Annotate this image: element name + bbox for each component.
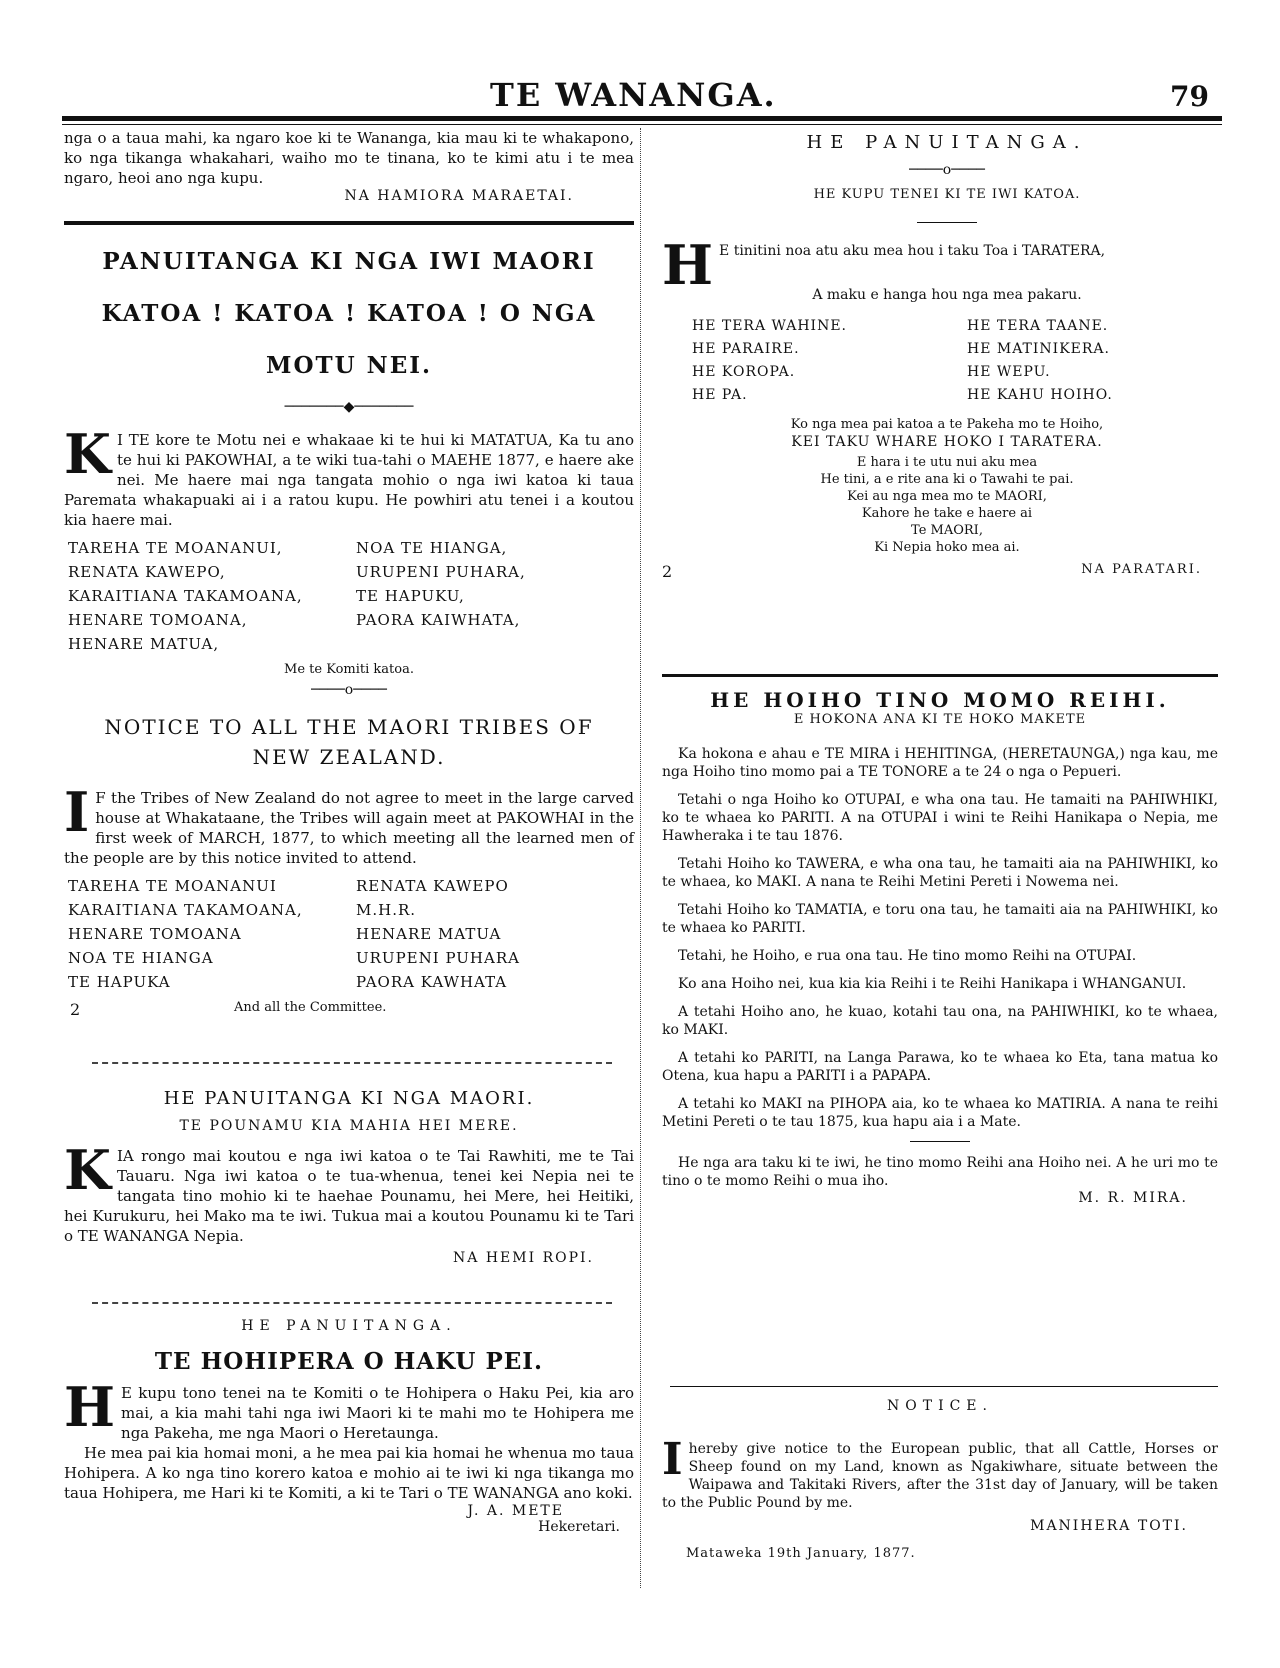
newspaper-title: TE WANANGA. xyxy=(490,76,777,114)
product-item: HE MATINIKERA. xyxy=(967,341,1110,357)
signatory xyxy=(356,632,634,656)
signatory-list xyxy=(68,536,634,656)
drop-cap: K xyxy=(64,1138,111,1202)
notice-cattle xyxy=(662,1398,1218,1561)
signatory: URUPENI PUHARA, xyxy=(356,563,526,581)
notice-heading: TE HOHIPERA O HAKU PEI. xyxy=(154,1348,544,1375)
notice-line: KEI TAKU WHARE HOKO I TARATERA. xyxy=(791,434,1103,450)
notice-body-2: He mea pai kia homai moni, a he mea pai kia homai he whenua mo taua Hohipera. A ko nga tino korero katoa e mohio ai te iwi ki nga tikanga mo taua Hohipera, me Hari ki te Komiti, a ki te Tari o TE WANANGA ano koki. xyxy=(64,1444,634,1502)
poem-line: Ki Nepia hoko mea ai. xyxy=(874,540,1020,555)
notice-hoiho xyxy=(662,688,1218,1206)
signatory: NOA TE HIANGA xyxy=(68,949,214,967)
signatory: HENARE TOMOANA xyxy=(68,925,242,943)
signatory: RENATA KAWEPO, xyxy=(68,563,226,581)
notice-maori xyxy=(64,236,634,699)
continuation-text: nga o a taua mahi, ka ngaro koe ki te Wananga, kia mau ki te whakapono, ko nga tikanga whakahari, waiho mo te tinana, ko te kimi atu i te mea ngaro, heoi ano nga kupu. xyxy=(64,129,634,187)
issue-number: 2 xyxy=(70,1000,81,1019)
signature: J. A. METE xyxy=(467,1503,564,1519)
signatory: HENARE MATUA, xyxy=(68,635,220,653)
notice-paragraph: Tetahi Hoiho ko TAWERA, e wha ona tau, he tamaiti aia na PAHIWHIKI, ko te whaea, ko MAKI. A nana te Reihi Metini Pereti i Nowema nei. xyxy=(662,856,1218,890)
section-rule xyxy=(662,674,1218,677)
signature-title: Hekeretari. xyxy=(538,1519,620,1535)
poem-line: Kahore he take e haere ai xyxy=(861,506,1033,521)
signatory: HENARE MATUA xyxy=(356,925,502,943)
notice-paragraph: A tetahi Hoiho ano, he kuao, kotahi tau ona, na PAHIWHIKI, ko te whaea, ko MAKI. xyxy=(662,1004,1218,1038)
product-list xyxy=(692,315,1232,407)
product-item: HE PA. xyxy=(692,387,748,403)
product-item: HE KAHU HOIHO. xyxy=(967,387,1113,403)
notice-label: HE PANUITANGA. xyxy=(241,1318,457,1334)
notice-body: F the Tribes of New Zealand do not agree to meet in the large carved house at Whakataane, the Tribes will again meet at PAKOWHAI in the first week of MARCH, 1877, to which meeting all the learned men of the people are by this notice invited to attend. xyxy=(64,789,634,867)
signatory: NOA TE HIANGA, xyxy=(356,539,508,557)
footer-row xyxy=(64,1000,634,1020)
column-separator xyxy=(640,128,642,1588)
product-item: HE KOROPA. xyxy=(692,364,796,380)
poem-line: He tini, a e rite ana ki o Tawahi te pai. xyxy=(820,472,1074,487)
drop-cap: K xyxy=(64,422,111,486)
notice-heading: HE PANUITANGA KI NGA MAORI. xyxy=(163,1088,535,1109)
section-divider xyxy=(92,1302,612,1304)
ornament-divider: ────o──── xyxy=(311,682,387,698)
signatory: RENATA KAWEPO xyxy=(356,877,509,895)
notice-subheading: TE POUNAMU KIA MAHIA HEI MERE. xyxy=(179,1118,519,1134)
section-divider xyxy=(92,1062,612,1064)
dateline: Mataweka 19th January, 1877. xyxy=(686,1546,916,1561)
signatory: TE HAPUKU, xyxy=(356,587,465,605)
notice-heading-line2: NEW ZEALAND. xyxy=(252,745,446,769)
signature: MANIHERA TOTI. xyxy=(1030,1518,1188,1534)
continuation-article xyxy=(64,128,634,204)
masthead xyxy=(0,72,1280,112)
short-rule xyxy=(917,222,977,223)
notice-heading-line2: KATOA ! KATOA ! KATOA ! O NGA xyxy=(101,300,597,327)
signature: M. R. MIRA. xyxy=(1078,1190,1188,1206)
notice-line: Ko nga mea pai katoa a te Pakeha mo te Hoiho, xyxy=(790,417,1104,432)
section-rule xyxy=(670,1386,1218,1387)
signatory: PAORA KAIWHATA, xyxy=(356,611,521,629)
page-number: 79 xyxy=(1170,80,1209,113)
notice-paragraph: A tetahi ko MAKI na PIHOPA aia, ko te whaea ko MATIRIA. A nana te reihi Metini Pereti o te tau 1875, kua hapu aia i a Mate. xyxy=(662,1096,1218,1130)
notice-body: E kupu tono tenei na te Komiti o te Hohipera o Haku Pei, kia aro mai, a kia mahi tahi nga iwi Maori ki te mahi mo te Hohipera me nga Pakeha, me nga Maori o Heretaunga. xyxy=(121,1384,634,1442)
signatory: KARAITIANA TAKAMOANA, xyxy=(68,587,303,605)
notice-heading-line1: NOTICE TO ALL THE MAORI TRIBES OF xyxy=(104,715,594,739)
notice-body: hereby give notice to the European public, that all Cattle, Horses or Sheep found on my Land, known as Ngakiwhare, situate between the Waipawa and Takitaki Rivers, after the 31st day of January, will be taken to the Public Pound by me. xyxy=(662,1441,1218,1511)
drop-cap: H xyxy=(64,1375,116,1439)
notice-english xyxy=(64,712,634,1020)
notice-line: A maku e hanga hou nga mea pakaru. xyxy=(812,287,1082,303)
poem-line: Te MAORI, xyxy=(911,523,983,538)
notice-pounamu xyxy=(64,1084,634,1266)
notice-taratera xyxy=(662,132,1232,586)
notice-heading: HE HOIHO TINO MOMO REIHI. xyxy=(710,688,1170,712)
signature: NA PARATARI. xyxy=(1081,562,1202,577)
committee-footer: And all the Committee. xyxy=(234,1000,387,1015)
signatory: PAORA KAWHATA xyxy=(356,973,508,991)
drop-cap: H xyxy=(662,233,714,297)
notice-paragraph: Ka hokona e ahau e TE MIRA i HEHITINGA, (HERETAUNGA,) nga kau, me nga Hoiho tino momo pai a TE TONORE a te 24 o nga o Pepueri. xyxy=(662,746,1218,780)
notice-paragraph: Tetahi Hoiho ko TAMATIA, e toru ona tau, he tamaiti aia na PAHIWHIKI, ko te whaea ko PARITI. xyxy=(662,902,1218,936)
ornament-divider: ───────◆─────── xyxy=(284,399,414,415)
notice-hohipera xyxy=(64,1318,634,1535)
drop-cap: I xyxy=(64,780,90,844)
notice-heading-line1: PANUITANGA KI NGA IWI MAORI xyxy=(102,248,596,275)
notice-paragraph: A tetahi ko PARITI, na Langa Parawa, ko te whaea ko Eta, tana matua ko Otena, kua hapu a PARITI i a PAPAPA. xyxy=(662,1050,1218,1084)
notice-heading: NOTICE. xyxy=(887,1398,993,1414)
notice-paragraph: Tetahi o nga Hoiho ko OTUPAI, e wha ona tau. He tamaiti na PAHIWHIKI, ko te whaea ko PARITI. A na OTUPAI i wini te Reihi Hanikapa o Nepia, me Hawheraka i te tau 1876. xyxy=(662,792,1218,844)
short-rule xyxy=(910,1141,970,1142)
footer-row xyxy=(662,562,1232,586)
signatory: TE HAPUKA xyxy=(68,973,171,991)
product-item: HE PARAIRE. xyxy=(692,341,800,357)
product-item: HE WEPU. xyxy=(967,364,1051,380)
issue-number: 2 xyxy=(662,562,673,581)
drop-cap: I xyxy=(662,1434,683,1485)
notice-body: IA rongo mai koutou e nga iwi katoa o te Tai Rawhiti, me te Tai Tauaru. Nga iwi katoa o te tua-whenua, tenei kei Nepia nei te tangata tino mohio ki te haehae Pounamu, hei Mere, hei Heitiki, hei Kurukuru, hei Mako ma te iwi. Tukua mai a koutou Pounamu ki te Tari o TE WANANGA Nepia. xyxy=(64,1147,634,1245)
notice-heading-line3: MOTU NEI. xyxy=(266,352,432,379)
notice-subheading: HE KUPU TENEI KI TE IWI KATOA. xyxy=(813,187,1081,202)
masthead-rule xyxy=(62,116,1222,121)
committee-footer: Me te Komiti katoa. xyxy=(284,662,414,677)
product-item: HE TERA WAHINE. xyxy=(692,318,847,334)
signature: NA HEMI ROPI. xyxy=(453,1250,594,1266)
poem-line: E hara i te utu nui aku mea xyxy=(856,455,1038,470)
notice-line: E tinitini noa atu aku mea hou i taku Toa i TARATERA, xyxy=(719,243,1106,259)
signatory: URUPENI PUHARA xyxy=(356,949,520,967)
ornament-divider: ────o──── xyxy=(909,162,985,178)
notice-paragraph: He nga ara taku ki te iwi, he tino momo Reihi ana Hoiho nei. A he uri mo te tino o te momo Reihi o mua iho. xyxy=(662,1155,1218,1189)
signatory: TAREHA TE MOANANUI xyxy=(68,877,277,895)
notice-body: I TE kore te Motu nei e whakaae ki te hui ki MATATUA, Ka tu ano te hui ki PAKOWHAI, a te wiki tua-tahi o MAEHE 1877, e haere ake nei. Me haere mai nga tangata mohio o nga iwi katoa ki taua Paremata whakapuaki ai i a ratou kupu. He powhiri atu tenei i a koutou kia haere mai. xyxy=(64,431,634,529)
notice-heading: HE PANUITANGA. xyxy=(806,132,1088,153)
signatory-list xyxy=(68,874,634,994)
product-item: HE TERA TAANE. xyxy=(967,318,1109,334)
signatory: TAREHA TE MOANANUI, xyxy=(68,539,283,557)
notice-paragraph: Tetahi, he Hoiho, e rua ona tau. He tino momo Reihi na OTUPAI. xyxy=(678,948,1137,964)
poem-line: Kei au nga mea mo te MAORI, xyxy=(847,489,1047,504)
signature: NA HAMIORA MARAETAI. xyxy=(344,188,574,204)
notice-subheading: E HOKONA ANA KI TE HOKO MAKETE xyxy=(793,712,1087,727)
signatory: HENARE TOMOANA, xyxy=(68,611,248,629)
section-rule xyxy=(64,221,634,225)
notice-paragraph: Ko ana Hoiho nei, kua kia kia Reihi i te Reihi Hanikapa i WHANGANUI. xyxy=(678,976,1187,992)
signatory: M.H.R. xyxy=(356,901,417,919)
masthead-rule-thin xyxy=(62,124,1222,125)
signatory: KARAITIANA TAKAMOANA, xyxy=(68,901,303,919)
